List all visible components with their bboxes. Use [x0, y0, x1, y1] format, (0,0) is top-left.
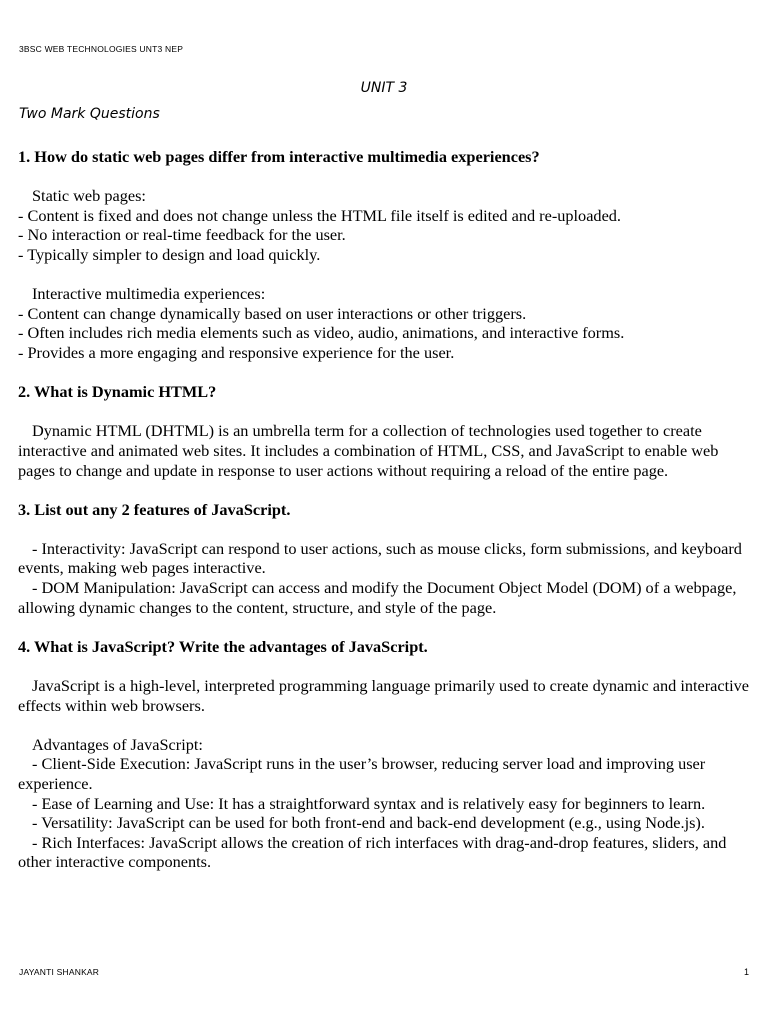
list-item: - Often includes rich media elements such as video, audio, animations, and interactive forms.	[18, 323, 625, 343]
page-number: 1	[743, 967, 749, 977]
list-item: - Interactivity: JavaScript can respond to user actions, such as mouse clicks, form submissions, and keyboard events, making web pages interactive.	[18, 538, 746, 578]
question-heading: 2. What is Dynamic HTML?	[18, 382, 217, 402]
document-body	[18, 147, 754, 872]
page-footer-author: JAYANTI SHANKAR	[19, 967, 100, 977]
list-item: - Rich Interfaces: JavaScript allows the creation of rich interfaces with drag-and-drop features, sliders, and other interactive components.	[18, 832, 731, 872]
block-lead: Interactive multimedia experiences:	[32, 284, 266, 304]
list-item: - Versatility: JavaScript can be used for both front-end and back-end development (e.g., using Node.js).	[32, 813, 705, 833]
list-item: - No interaction or real-time feedback for the user.	[18, 225, 346, 245]
question-heading: 3. List out any 2 features of JavaScript.	[18, 499, 291, 519]
list-item: - Client-Side Execution: JavaScript runs in the user’s browser, reducing server load and improving user experience.	[18, 754, 710, 793]
list-item: - Ease of Learning and Use: It has a straightforward syntax and is relatively easy for beginners to learn.	[32, 793, 706, 813]
list-item: - Typically simpler to design and load quickly.	[18, 244, 321, 264]
section-title: Two Mark Questions	[19, 106, 160, 122]
answer-paragraph: JavaScript is a high-level, interpreted programming language primarily used to create dynamic and interactive effects within web browsers.	[18, 676, 754, 715]
question-heading: 1. How do static web pages differ from interactive multimedia experiences?	[18, 147, 540, 166]
block-lead: Static web pages:	[32, 186, 146, 206]
page-header: 3BSC WEB TECHNOLOGIES UNT3 NEP	[19, 44, 184, 54]
block-lead: Advantages of JavaScript:	[32, 734, 203, 754]
list-item: - Provides a more engaging and responsive experience for the user.	[18, 342, 455, 362]
unit-title: UNIT 3	[360, 80, 408, 96]
list-item: - DOM Manipulation: JavaScript can access and modify the Document Object Model (DOM) of a webpage, allowing dynamic changes to the content, structure, and style of the page.	[18, 578, 741, 617]
answer-paragraph: Dynamic HTML (DHTML) is an umbrella term for a collection of technologies used together to create interactive and animated web sites. It includes a combination of HTML, CSS, and JavaScript to enable web pages to change and update in response to user actions without requiring a reload of the entire page.	[18, 421, 723, 480]
question-heading: 4. What is JavaScript? Write the advantages of JavaScript.	[18, 636, 428, 656]
list-item: - Content is fixed and does not change unless the HTML file itself is edited and re-uploaded.	[18, 205, 622, 225]
list-item: - Content can change dynamically based on user interactions or other triggers.	[18, 303, 527, 323]
